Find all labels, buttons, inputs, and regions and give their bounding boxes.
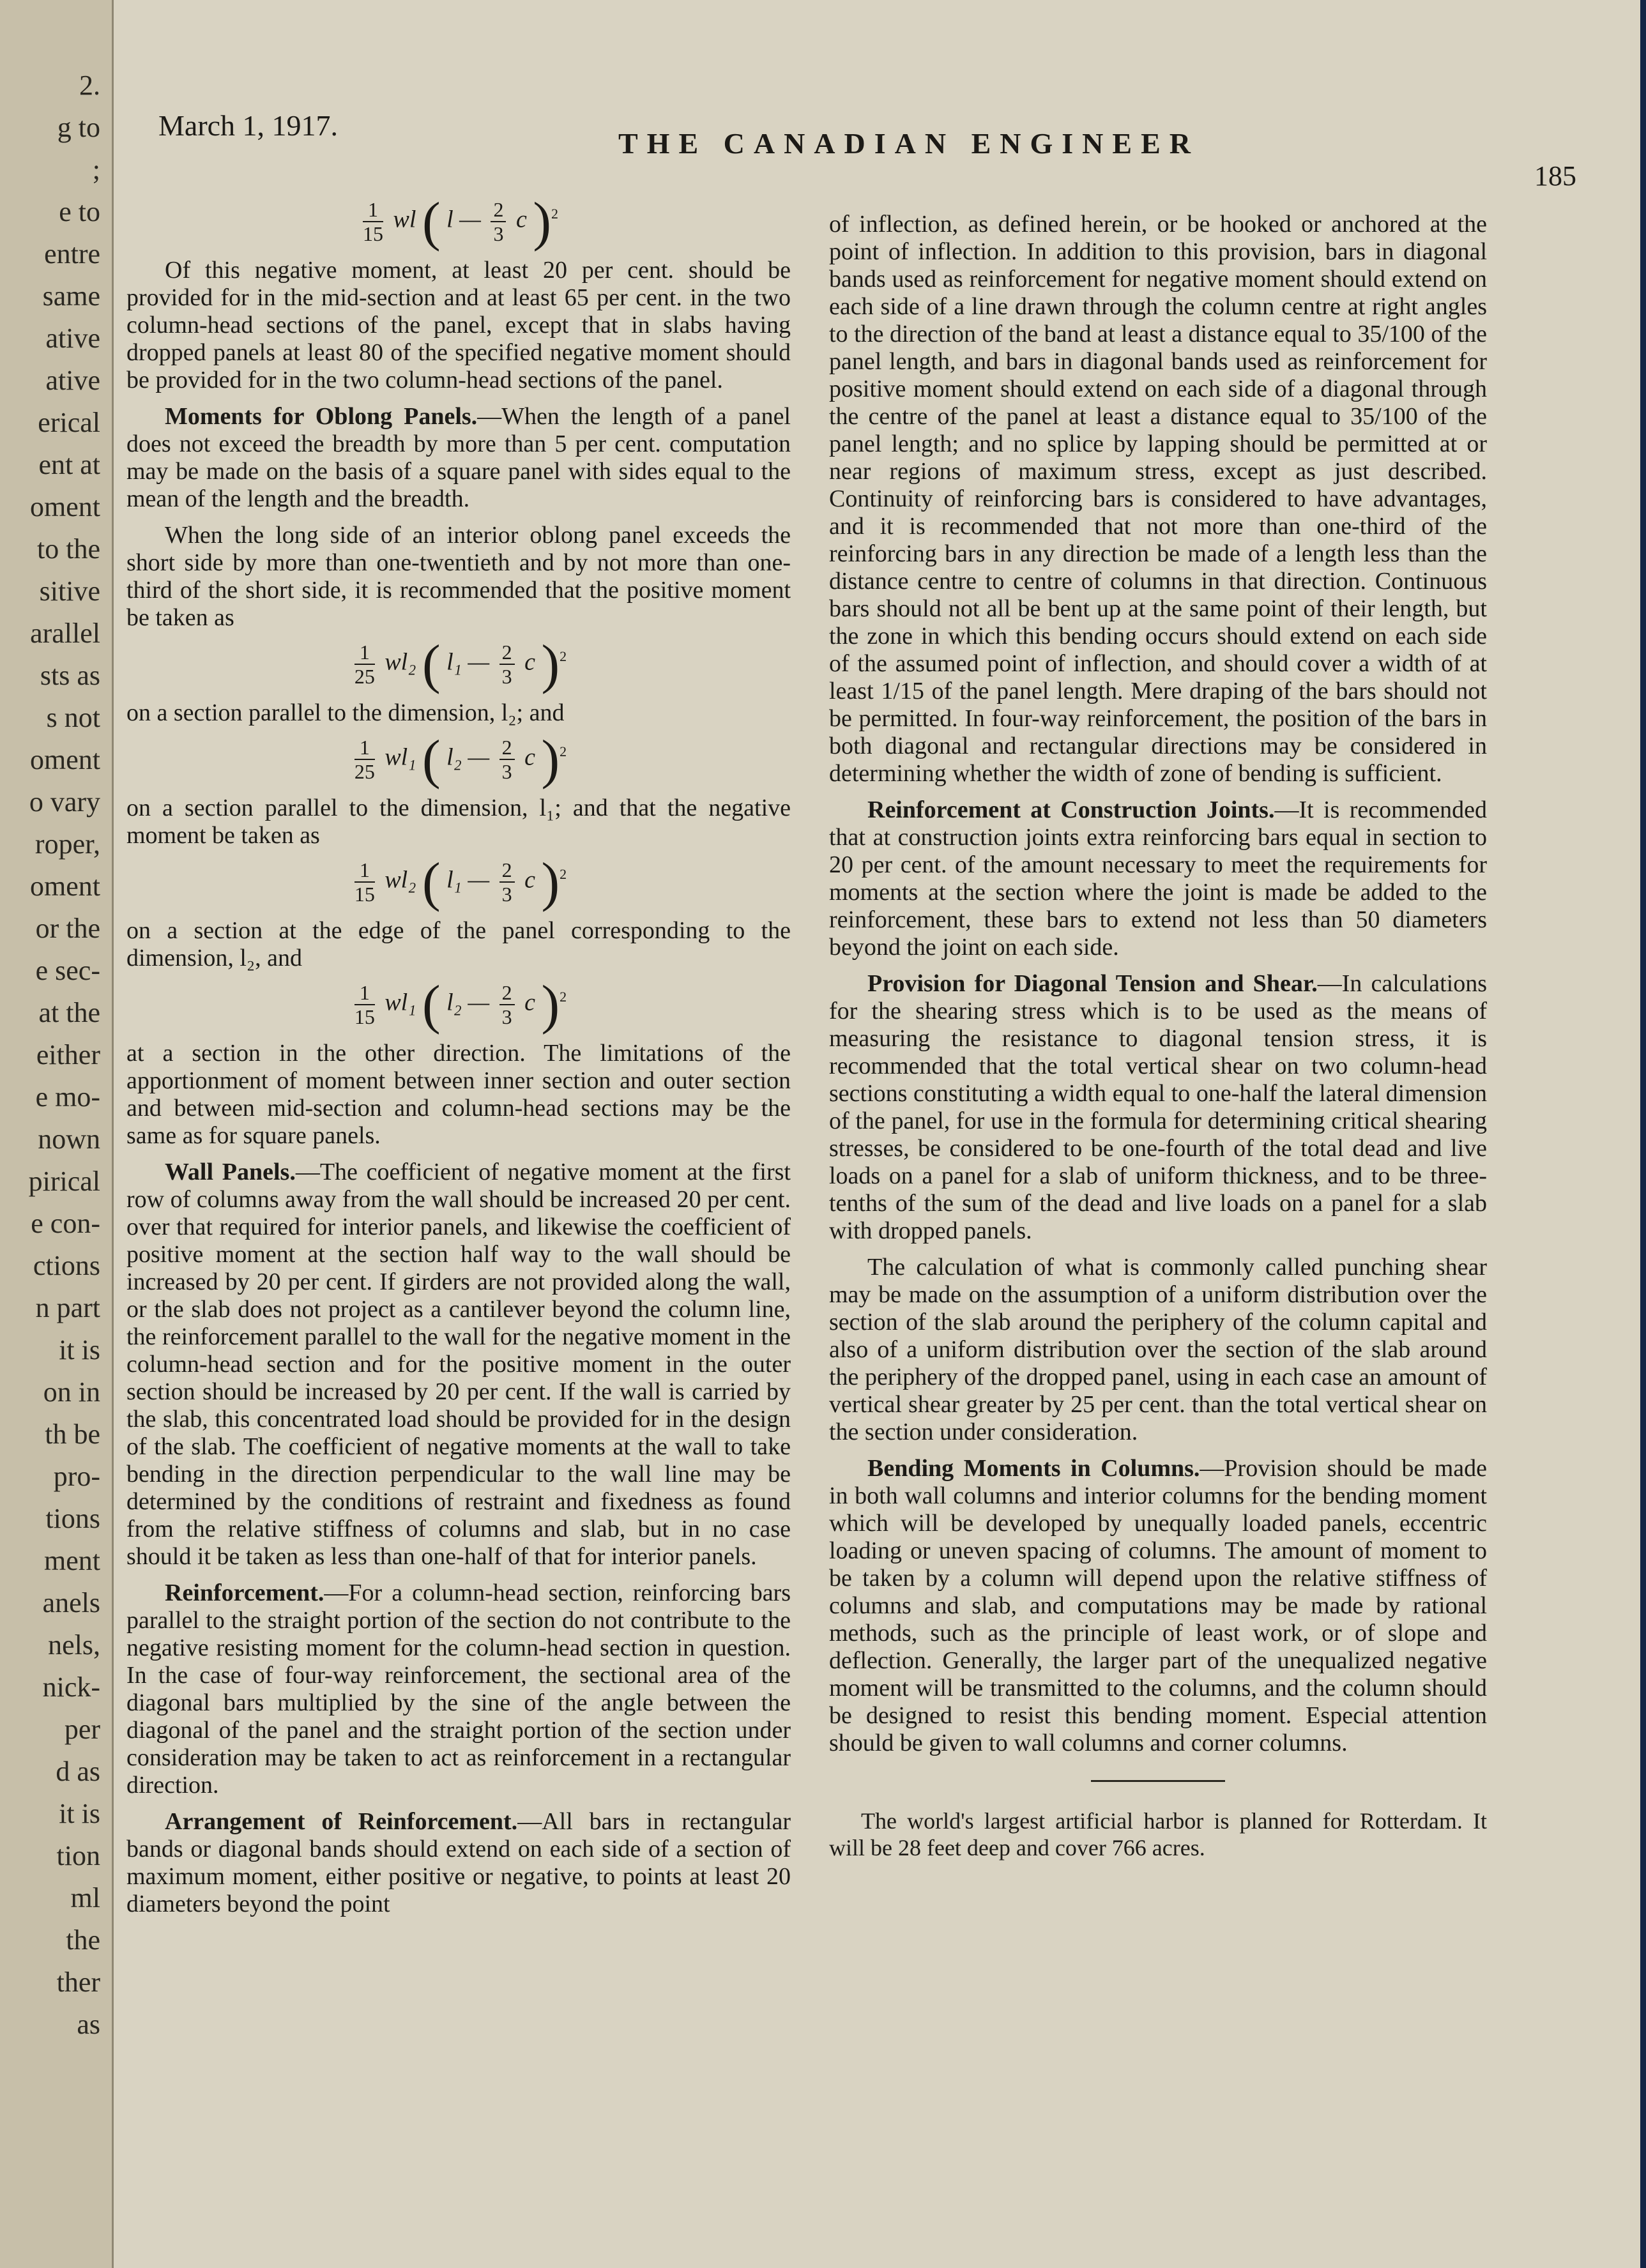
equation-inner-fraction-numerator: 2 <box>499 736 515 760</box>
equation-exponent: 2 <box>560 648 567 665</box>
heading-arrangement: Arrangement of Reinforcement. <box>165 1808 518 1835</box>
text-oblong-panels: —When the length of a panel does not exceed the breadth by more than 5 per cent. computation may be made on the basis of a square panel with sides equal to the mean of the length and the breadth. <box>126 403 791 512</box>
harbor-note <box>829 1808 1487 1861</box>
equation-inner-fraction-denominator: 3 <box>501 665 512 688</box>
equation-inner-fraction-denominator: 3 <box>501 1005 512 1028</box>
prev-page-fragment: pirical <box>28 1166 100 1197</box>
equation-load-term: wl₁ <box>378 743 422 771</box>
equation-inner-fraction-denominator: 3 <box>493 222 504 245</box>
heading-construction-joints: Reinforcement at Construction Joints. <box>867 796 1275 823</box>
prev-page-fragment: the <box>66 1924 100 1956</box>
prev-page-fragment: ment <box>44 1545 100 1576</box>
prev-page-fragment: ; <box>92 154 100 185</box>
heading-diagonal-tension: Provision for Diagonal Tension and Shear. <box>867 970 1318 997</box>
prev-page-fragment: oment <box>30 491 100 522</box>
prev-page-fragment: e mo- <box>35 1081 100 1113</box>
equation-negative-l1 <box>126 973 791 1035</box>
prev-page-fragment: as <box>77 2009 100 2040</box>
prev-page-fragment: e to <box>59 196 100 227</box>
harbor-note-text: The world's largest artificial harbor is planned for Rotterdam. It will be 28 feet deep and cover 766 acres. <box>829 1808 1487 1861</box>
journal-title: THE CANADIAN ENGINEER <box>618 127 1200 160</box>
equation-inner-term: l₂ — <box>440 989 496 1016</box>
equation-load-term: wl₂ <box>378 648 422 676</box>
equation-coefficient-denominator: 25 <box>354 760 375 783</box>
equation-positive-l2 <box>126 633 791 695</box>
equation-coefficient-numerator: 1 <box>354 981 375 1005</box>
paragraph-other-direction: at a section in the other direction. The limitations of the apportionment of moment between inner section and outer section and between mid-section and column-head sections may be the same as for square panels. <box>126 1040 791 1149</box>
prev-page-fragment: 2. <box>79 70 100 101</box>
prev-page-fragment: n part <box>35 1292 100 1323</box>
text-diagonal-tension: —In calculations for the shearing stress which is to be used as the means of measuring the resistance to diagonal tension stress, it is recommended that the total vertical shear on two column-head sections constituting a width equal to one-half the lateral dimension of the panel, for use in the formula for determining critical shearing stresses, be considered to be one-fourth of the total dead and live loads on a panel for a slab of uniform thickness, and to be three-tenths of the sum of the dead and live loads on a panel for a slab with dropped panels. <box>829 970 1488 1244</box>
equation-exponent: 2 <box>560 866 567 883</box>
equation-open-paren: ( <box>422 728 441 790</box>
section-diagonal-tension <box>829 970 1487 1245</box>
equation-coefficient-denominator: 15 <box>363 222 384 245</box>
section-construction-joints <box>829 796 1487 961</box>
equation-inner-term: l — <box>440 206 487 233</box>
text-reinforcement: —For a column-head section, reinforcing bars parallel to the straight portion of the section do not contribute to the negative resisting moment for the column-head section in question. In the case of four-way reinforcement, the sectional area of the diagonal bars multiplied by the sine of the angle between the diagonal of the panel and the straight portion of the section under consideration may be taken to act as reinforcement in a rectangular direction. <box>126 1579 791 1799</box>
equation-positive-l1 <box>126 728 791 790</box>
prev-page-fragment: d as <box>56 1756 100 1787</box>
equation-open-paren: ( <box>422 633 441 695</box>
prev-page-fragment: oment <box>30 744 100 775</box>
equation-exponent: 2 <box>560 989 567 1005</box>
prev-page-fragment: sitive <box>39 575 100 607</box>
equation-inner-fraction-numerator: 2 <box>499 858 515 883</box>
prev-page-fragment: e sec- <box>35 955 100 986</box>
equation-coefficient-numerator: 1 <box>363 198 383 222</box>
equation-inner-c: c <box>518 743 542 771</box>
prev-page-fragment: on in <box>43 1376 100 1408</box>
equation-inner-term: l₁ — <box>440 648 496 676</box>
equation-inner-fraction <box>491 198 506 245</box>
heading-oblong-panels: Moments for Oblong Panels. <box>165 403 478 430</box>
text-arrangement: —All bars in rectangular bands or diagonal bands should extend on each side of a section of maximum moment, either positive or negative, to points at least 20 diameters beyond the point <box>126 1808 791 1917</box>
equation-open-paren: ( <box>422 190 441 252</box>
equation-coefficient-numerator: 1 <box>354 736 375 760</box>
prev-page-fragment: either <box>36 1039 100 1070</box>
equation-coefficient-numerator: 1 <box>354 641 375 665</box>
equation-close-paren: ) <box>541 728 560 790</box>
prev-page-fragment: ctions <box>33 1250 100 1281</box>
prev-page-fragment: it is <box>59 1334 100 1366</box>
prev-page-fragment: g to <box>57 112 100 143</box>
prev-page-fragment: o vary <box>29 786 100 818</box>
equation-coefficient <box>354 736 375 783</box>
equation-inner-fraction <box>499 981 515 1028</box>
paragraph-long-side: When the long side of an interior oblong panel exceeds the short side by more than one-twentieth and by not more than one-third of the short side, it is recommended that the positive moment be taken as <box>126 522 791 631</box>
equation-inner-c: c <box>518 866 542 894</box>
text-wall-panels: —The coefficient of negative moment at the first row of columns away from the wall should be increased 20 per cent. over that required for interior panels, and likewise the coefficient of positive moment at the section half way to the wall should be increased by 20 per cent. If girders are not provided along the wall, or the slab does not project as a cantilever beyond the column line, the reinforcement parallel to the wall for the negative moment in the column-head section and for the positive moment in the outer section should be increased by 20 per cent. If the wall is carried by the slab, this concentrated load should be provided for in the design of the slab. The coefficient of negative moments at the wall to take bending in the direction perpendicular to the wall line may be determined by the conditions of restraint and fixedness as found from the relative stiffness of columns and slab, but in no case should it be taken as less than one-half of that for interior panels. <box>126 1159 791 1570</box>
equation-coefficient-denominator: 15 <box>354 883 375 906</box>
prev-page-fragment: at the <box>38 997 100 1028</box>
equation-close-paren: ) <box>541 851 560 913</box>
equation-inner-c: c <box>518 989 542 1016</box>
equation-inner-fraction <box>499 736 515 783</box>
section-bending-columns <box>829 1455 1487 1757</box>
prev-page-fragment: to the <box>37 533 100 565</box>
prev-page-fragment: e con- <box>31 1208 100 1239</box>
equation-negative-l2 <box>126 851 791 913</box>
prev-page-fragment: ative <box>45 323 100 354</box>
equation-inner-term: l₂ — <box>440 743 496 771</box>
prev-page-fragment: erical <box>38 407 100 438</box>
page-header <box>158 96 1589 192</box>
left-column <box>126 192 791 1927</box>
equation-close-paren: ) <box>533 190 551 252</box>
heading-wall-panels: Wall Panels. <box>165 1159 296 1185</box>
page-number: 185 <box>1534 160 1576 192</box>
prev-page-fragment: s not <box>46 702 100 733</box>
equation-inner-c: c <box>518 648 542 676</box>
prev-page-fragment: tion <box>56 1840 100 1871</box>
journal-page <box>114 0 1640 2268</box>
text-construction-joints: —It is recommended that at construction joints extra reinforcing bars equal in section to 20 per cent. of the amount necessary to meet the requirements for moments at the section where the joint is made be added to the reinforcement, these bars to extend not less than 50 diameters beyond the joint on each side. <box>829 796 1487 961</box>
equation-exponent: 2 <box>560 743 567 760</box>
paragraph-on-l1: on a section parallel to the dimension, l₁; and that the negative moment be taken as <box>126 795 791 849</box>
prev-page-fragment: nels, <box>48 1629 100 1661</box>
heading-bending-columns: Bending Moments in Columns. <box>867 1455 1200 1482</box>
paragraph-edge: on a section at the edge of the panel corresponding to the dimension, l₂, and <box>126 917 791 971</box>
equation-inner-fraction-denominator: 3 <box>501 760 512 783</box>
equation-inner-fraction <box>499 641 515 688</box>
equation-coefficient <box>354 981 375 1028</box>
equation-inner-fraction-numerator: 2 <box>499 981 515 1005</box>
equation-inner-fraction <box>499 858 515 906</box>
equation-load-term: wl <box>387 206 422 233</box>
prev-page-fragment: per <box>64 1714 100 1745</box>
equation-inner-fraction-numerator: 2 <box>491 198 506 222</box>
section-arrangement <box>126 1808 791 1918</box>
paragraph-inflection: of inflection, as defined herein, or be hooked or anchored at the point of inflection. In addition to this provision, bars in diagonal bands used as reinforcement for negative moment should extend on each side of a line drawn through the column centre at right angles to the direction of the band at least a distance equal to 35/100 of the panel length, and bars in diagonal bands used as reinforcement for positive moment should extend on each side of a diagonal through the centre of the panel at least a distance equal to 35/100 of the panel length; and no splice by lapping should be permitted at or near regions of maximum stress, except as just described. Continuity of reinforcing bars is considered to have advantages, and it is recommended that not more than one-third of the reinforcing bars in any direction be made of a length less than the distance centre to centre of columns in that direction. Continuous bars should not all be bent up at the same point of their length, but the zone in which this bending occurs should extend on each side of the assumed point of inflection, and should cover a width of at least 1/15 of the panel length. Mere draping of the bars should not be permitted. In four-way reinforcement, the position of the bars in both diagonal and rectangular directions may be considered in determining whether the width of zone of bending is sufficient. <box>829 211 1487 787</box>
prev-page-fragment: sts as <box>40 660 100 691</box>
equation-close-paren: ) <box>541 633 560 695</box>
equation-coefficient-denominator: 15 <box>354 1005 375 1028</box>
equation-inner-term: l₁ — <box>440 866 496 894</box>
paragraph-negative-moment: Of this negative moment, at least 20 per cent. should be provided for in the mid-section and at least 65 per cent. in the two column-head sections of the panel, except that in slabs having dropped panels at least 80 of the specified negative moment should be provided for in the two column-head sections of the panel. <box>126 257 791 393</box>
section-reinforcement <box>126 1579 791 1799</box>
section-divider <box>1091 1780 1225 1782</box>
prev-page-fragment: or the <box>35 913 100 944</box>
equation-coefficient <box>354 641 375 688</box>
section-wall-panels <box>126 1159 791 1571</box>
equation-inner-c: c <box>510 206 533 233</box>
equation-inner-fraction-denominator: 3 <box>501 883 512 906</box>
right-column <box>829 211 1487 1861</box>
prev-page-fragment: ther <box>56 1967 100 1998</box>
prev-page-fragment: nown <box>38 1123 100 1155</box>
prev-page-fragment: ative <box>45 365 100 396</box>
prev-page-fragment: arallel <box>30 618 100 649</box>
equation-coefficient <box>354 858 375 906</box>
equation-open-paren: ( <box>422 851 441 913</box>
paragraph-on-l2: on a section parallel to the dimension, l₂; and <box>126 699 565 726</box>
prev-page-fragment: ml <box>70 1882 100 1914</box>
equation-inner-fraction-numerator: 2 <box>499 641 515 665</box>
equation-load-term: wl₂ <box>378 866 422 894</box>
previous-page-edge <box>0 0 114 2268</box>
equation-close-paren: ) <box>541 973 560 1035</box>
prev-page-fragment: tions <box>45 1503 100 1534</box>
prev-page-fragment: same <box>42 280 100 312</box>
equation-open-paren: ( <box>422 973 441 1035</box>
equation-coefficient-denominator: 25 <box>354 665 375 688</box>
prev-page-fragment: it is <box>59 1798 100 1829</box>
section-oblong-panels <box>126 403 791 513</box>
issue-date: March 1, 1917. <box>158 109 339 142</box>
prev-page-fragment: anels <box>42 1587 100 1618</box>
prev-page-fragment: oment <box>30 871 100 902</box>
prev-page-fragment: pro- <box>53 1461 100 1492</box>
prev-page-fragment: nick- <box>42 1671 100 1703</box>
prev-page-fragment: entre <box>44 238 100 270</box>
equation-coefficient-numerator: 1 <box>354 858 375 883</box>
equation-coefficient <box>363 198 383 245</box>
equation-load-term: wl₁ <box>378 989 422 1016</box>
equation-negative-moment <box>126 190 791 252</box>
paragraph-punching-shear: The calculation of what is commonly called punching shear may be made on the assumption of a uniform distribution over the section of the slab around the periphery of the column capital and also of a uniform distribution over the section of the slab around the periphery of the dropped panel, using in each case an amount of vertical shear greater by 25 per cent. than the total vertical shear on the section under consideration. <box>829 1254 1487 1445</box>
equation-exponent: 2 <box>551 206 558 222</box>
text-bending-columns: —Provision should be made in both wall columns and interior columns for the bending moment which will be developed by unequally loaded panels, eccentric loading or uneven spacing of columns. The amount of moment to be taken by a column will depend upon the relative stiffness of columns and slab, and computations may be made by rational methods, such as the principle of least work, or of slope and deflection. Generally, the larger part of the unequalized negative moment will be transmitted to the columns, and the column should be designed to resist this bending moment. Especial attention should be given to wall columns and corner columns. <box>829 1455 1487 1756</box>
prev-page-fragment: roper, <box>34 828 100 860</box>
heading-reinforcement: Reinforcement. <box>165 1579 324 1606</box>
prev-page-fragment: ent at <box>38 449 100 480</box>
prev-page-fragment: th be <box>45 1419 100 1450</box>
